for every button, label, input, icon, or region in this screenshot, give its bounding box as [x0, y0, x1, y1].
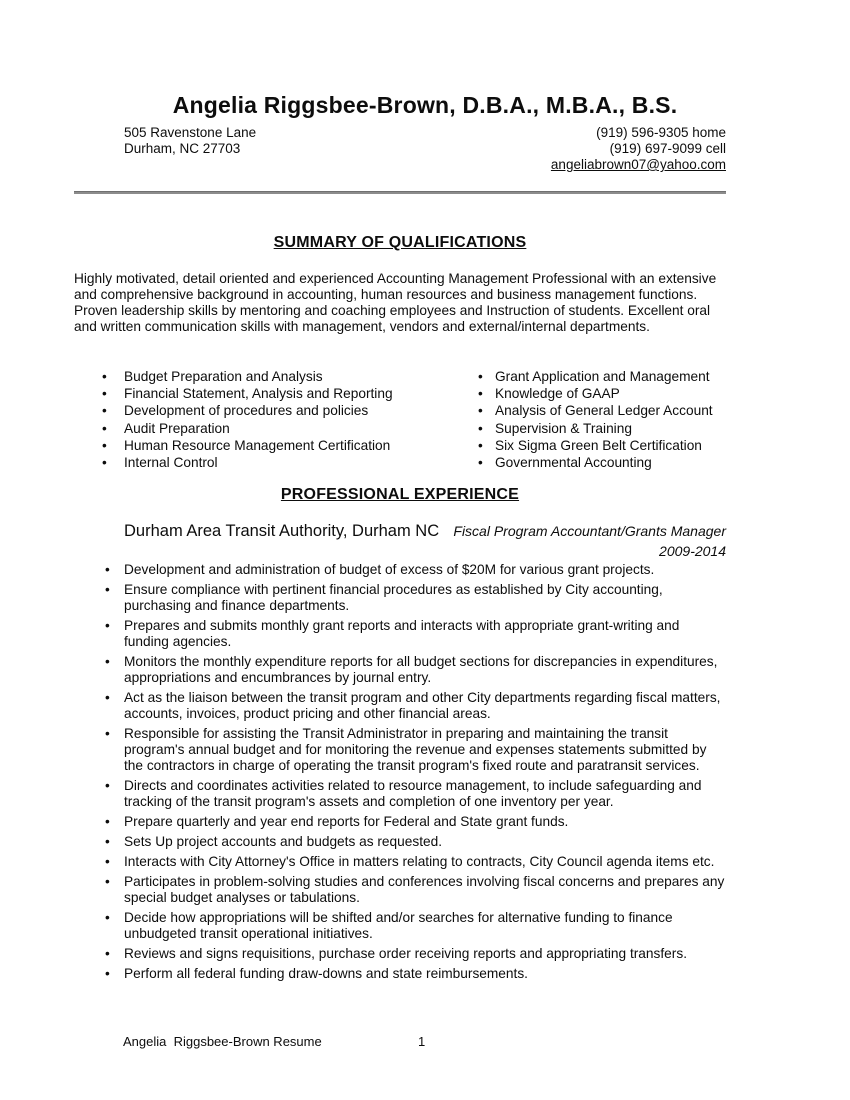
experience-bullet: • Sets Up project accounts and budgets as requested. — [74, 834, 726, 850]
experience-bullet: • Perform all federal funding draw-downs and state reimbursements. — [74, 966, 726, 982]
experience-bullet: • Monitors the monthly expenditure reports for all budget sections for discrepancies in expenditures, appropriations and encumbrances by journal entry. — [74, 654, 726, 686]
experience-bullet: • Directs and coordinates activities related to resource management, to include safeguarding and tracking of the transit program's assets and completion of one inventory per year. — [74, 778, 726, 810]
experience-bullet: • Development and administration of budget of excess of $20M for various grant projects. — [74, 562, 726, 578]
employer-name: Durham Area Transit Authority, Durham NC — [124, 522, 440, 540]
skill-item: • Grant Application and Management — [478, 368, 726, 385]
skills-left-column — [74, 368, 454, 471]
skill-item: • Knowledge of GAAP — [478, 385, 726, 402]
experience-bullet: • Prepares and submits monthly grant reports and interacts with appropriate grant-writing and funding agencies. — [74, 618, 726, 650]
header-divider — [74, 191, 726, 194]
skills-right-column — [478, 368, 726, 471]
experience-bullet-list — [74, 562, 726, 986]
skill-item: • Financial Statement, Analysis and Reporting — [74, 385, 454, 402]
job-title: Fiscal Program Accountant/Grants Manager — [453, 523, 726, 539]
skill-item: • Audit Preparation — [74, 420, 454, 437]
experience-bullet: • Participates in problem-solving studies and conferences involving fiscal concerns and prepares any special budget analyses or tabulations. — [74, 874, 726, 906]
experience-bullet: • Reviews and signs requisitions, purchase order receiving reports and appropriating transfers. — [74, 946, 726, 962]
employer-row — [124, 522, 726, 541]
address-block — [124, 125, 256, 173]
skill-item: • Human Resource Management Certification — [74, 437, 454, 454]
skill-item: • Analysis of General Ledger Account — [478, 402, 726, 419]
experience-bullet: • Prepare quarterly and year end reports for Federal and State grant funds. — [74, 814, 726, 830]
address-line-2: Durham, NC 27703 — [124, 141, 241, 156]
skill-item: • Development of procedures and policies — [74, 402, 454, 419]
skill-item: • Governmental Accounting — [478, 454, 726, 471]
email-link[interactable]: angeliabrown07@yahoo.com — [550, 157, 726, 172]
experience-section-heading: PROFESSIONAL EXPERIENCE — [280, 486, 520, 503]
phone-cell: (919) 697-9099 cell — [609, 141, 726, 156]
experience-bullet: • Act as the liaison between the transit program and other City departments regarding fiscal matters, accounts, invoices, product pricing and other financial areas. — [74, 690, 726, 722]
page-title: Angelia Riggsbee-Brown, D.B.A., M.B.A., B.S. — [172, 92, 678, 118]
experience-bullet: • Decide how appropriations will be shifted and/or searches for alternative funding to finance unbudgeted transit operational initiatives. — [74, 910, 726, 942]
summary-paragraph: Highly motivated, detail oriented and experienced Accounting Management Professional with an extensive and comprehensive background in accounting, human resources and business management functions. Proven leadership skills by mentoring and coaching employees and Instruction of students. Excellent oral and written communication skills with management, vendors and external/internal departments. — [74, 271, 717, 334]
contact-block — [124, 125, 726, 173]
address-line-1: 505 Ravenstone Lane — [124, 125, 257, 140]
summary-section-heading: SUMMARY OF QUALIFICATIONS — [273, 234, 527, 251]
phone-email-block — [551, 125, 726, 173]
footer-page-number: 1 — [418, 1034, 426, 1049]
experience-bullet: • Responsible for assisting the Transit Administrator in preparing and maintaining the transit program's annual budget and for monitoring the revenue and expenses statements submitted by the contractors in charge of operating the transit program's fixed route and paratransit services. — [74, 726, 726, 774]
skill-item: • Supervision & Training — [478, 420, 726, 437]
footer-document-label: Angelia Riggsbee-Brown Resume — [123, 1034, 322, 1049]
skill-item: • Six Sigma Green Belt Certification — [478, 437, 726, 454]
skill-item: • Internal Control — [74, 454, 454, 471]
page-footer — [0, 1034, 850, 1054]
experience-bullet: • Ensure compliance with pertinent financial procedures as established by City accounting, purchasing and finance departments. — [74, 582, 726, 614]
skill-item: • Budget Preparation and Analysis — [74, 368, 454, 385]
phone-home: (919) 596-9305 home — [596, 125, 726, 140]
skills-columns — [74, 368, 726, 474]
experience-bullet: • Interacts with City Attorney's Office in matters relating to contracts, City Council agenda items etc. — [74, 854, 726, 870]
employment-dates: 2009-2014 — [659, 543, 726, 559]
